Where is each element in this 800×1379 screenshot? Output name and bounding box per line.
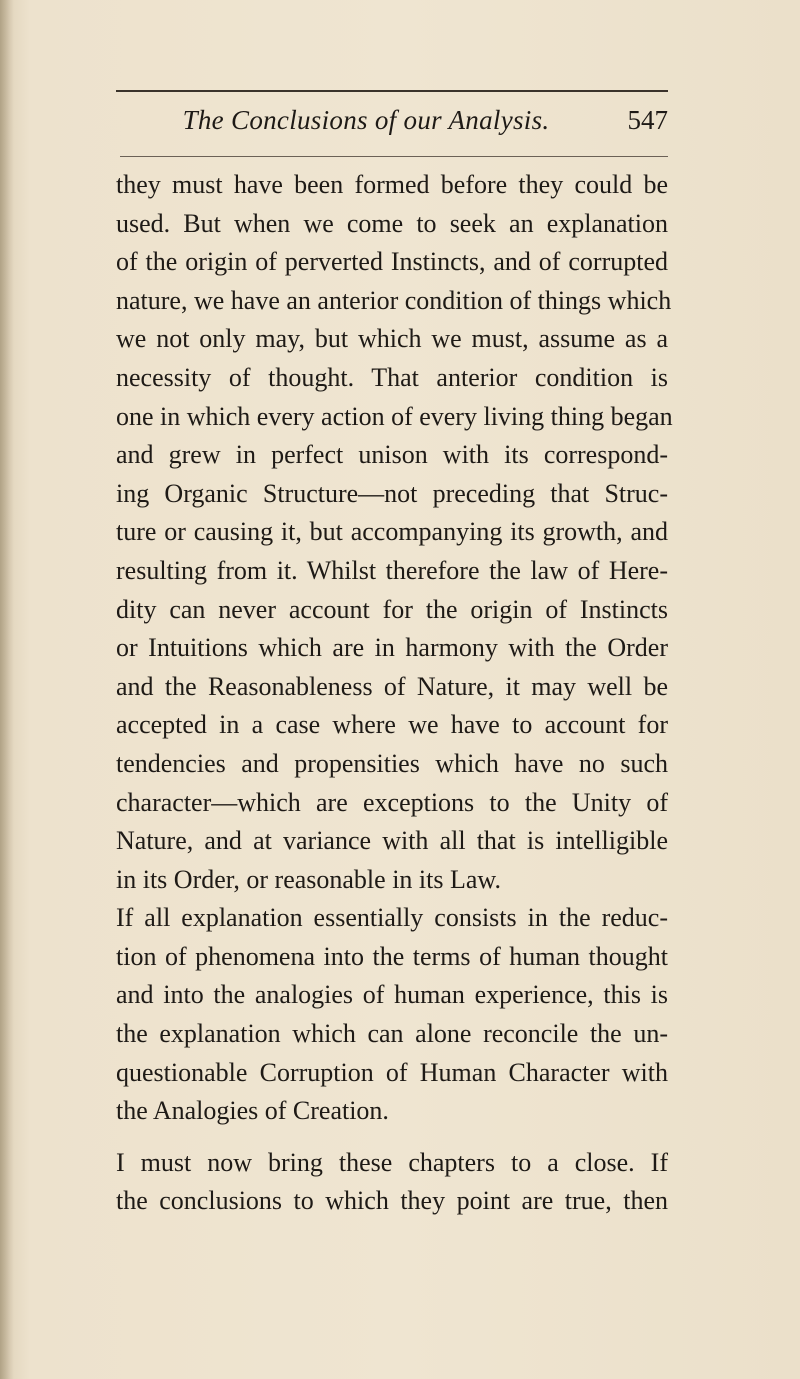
body-text xyxy=(116,166,673,1221)
text-line: tendencies and propensities which have no such xyxy=(116,748,668,778)
page-edge-shadow xyxy=(0,0,14,1379)
text-line: the conclusions to which they point are true, then xyxy=(116,1186,668,1216)
paragraph xyxy=(116,899,668,1131)
text-line: Nature, and at variance with all that is intelligible xyxy=(116,826,668,856)
text-line: ing Organic Structure—not preceding that Struc- xyxy=(116,478,668,508)
text-line: and grew in perfect unison with its correspond- xyxy=(116,440,668,470)
text-line: one in which every action of every living thing began xyxy=(116,401,673,431)
page-number: 547 xyxy=(627,105,668,135)
text-line: nature, we have an anterior condition of things which xyxy=(116,285,672,315)
text-line: the Analogies of Creation. xyxy=(116,1096,389,1126)
text-line: dity can never account for the origin of Instincts xyxy=(116,594,668,624)
text-line: of the origin of perverted Instincts, and of corrupted xyxy=(116,247,668,277)
text-line: in its Order, or reasonable in its Law. xyxy=(116,864,501,894)
text-line: the explanation which can alone reconcile the un- xyxy=(116,1019,668,1049)
text-line: I must now bring these chapters to a close. If xyxy=(116,1147,668,1177)
header-rule-top xyxy=(116,90,668,92)
paragraph-gap xyxy=(116,1131,668,1144)
text-line: they must have been formed before they could be xyxy=(116,170,668,199)
text-line: necessity of thought. That anterior condition is xyxy=(116,362,668,392)
running-head: The Conclusions of our Analysis. xyxy=(182,105,550,135)
page-header xyxy=(116,98,668,142)
header-rule-bottom xyxy=(120,156,668,157)
text-line: used. But when we come to seek an explanation xyxy=(116,208,668,238)
paragraph xyxy=(116,1144,668,1221)
text-line: tion of phenomena into the terms of human thought xyxy=(116,941,668,971)
text-line: or Intuitions which are in harmony with the Order xyxy=(116,633,668,663)
text-line: and the Reasonableness of Nature, it may well be xyxy=(116,671,668,701)
text-line: ture or causing it, but accompanying its growth, and xyxy=(116,517,668,547)
text-line: resulting from it. Whilst therefore the law of Here- xyxy=(116,555,668,585)
text-line: and into the analogies of human experience, this is xyxy=(116,980,668,1010)
paragraph xyxy=(116,166,673,899)
text-line: questionable Corruption of Human Character with xyxy=(116,1057,668,1087)
text-line: If all explanation essentially consists in the reduc- xyxy=(116,903,668,933)
text-line: character—which are exceptions to the Unity of xyxy=(116,787,668,817)
text-line: we not only may, but which we must, assume as a xyxy=(116,324,668,354)
text-line: accepted in a case where we have to account for xyxy=(116,710,668,740)
